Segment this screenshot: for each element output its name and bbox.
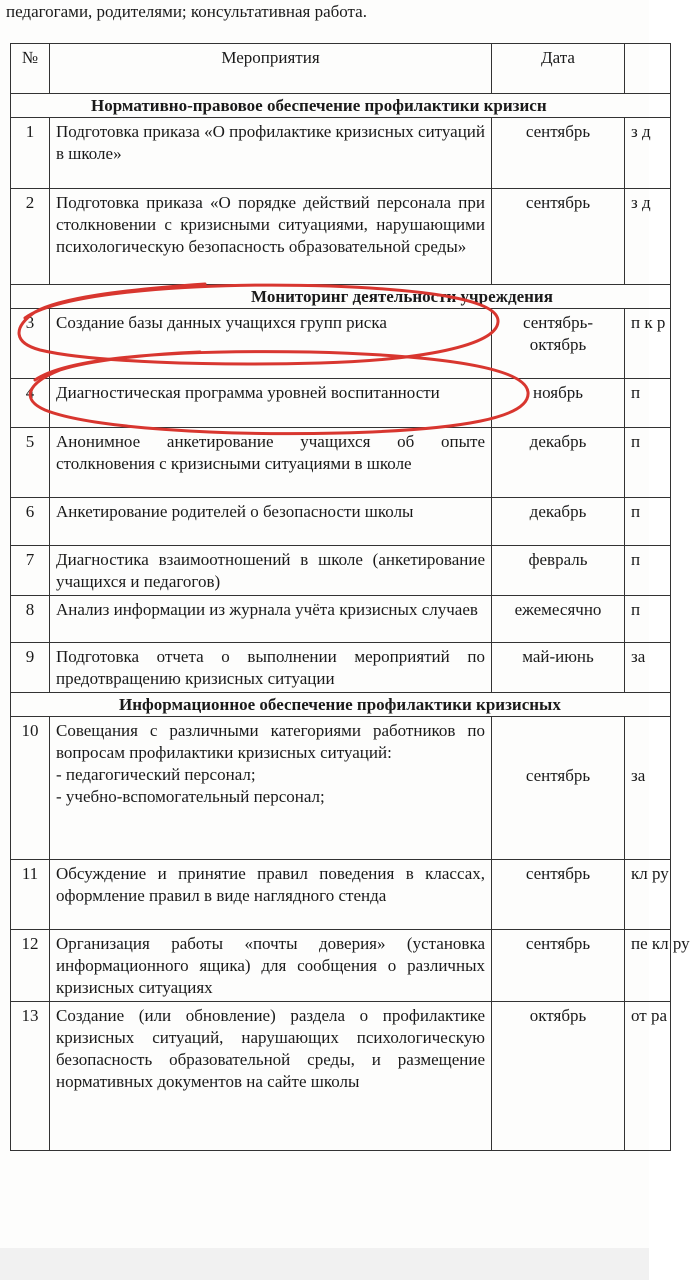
table-row (11, 1002, 671, 1151)
table-row (11, 596, 671, 643)
table-row (11, 428, 671, 498)
row-event (50, 717, 492, 860)
row-event: Подготовка приказа «О порядке действий персонала при столкновении с кризисными ситуациями, нарушающими психологическую безопасность образовательной среды» (50, 189, 492, 285)
table-row (11, 498, 671, 546)
row-date: ежемесячно (492, 596, 625, 643)
row-responsible: п (625, 596, 671, 643)
section-row (11, 94, 671, 118)
row-responsible: за (625, 643, 671, 693)
table-header-row (11, 44, 671, 94)
intro-text: педагогами, родителями; консультативная работа. (6, 2, 367, 21)
row-responsible: п (625, 498, 671, 546)
table-row (11, 717, 671, 860)
bullet-item: - учебно-вспомогательный персонал; (56, 787, 325, 806)
row-number: 12 (11, 930, 50, 1002)
row-number: 11 (11, 860, 50, 930)
events-table (10, 43, 690, 1151)
row-date: декабрь (492, 498, 625, 546)
row-responsible: з д (625, 118, 671, 189)
row-date: сентябрь-октябрь (492, 309, 625, 379)
row-event: Организация работы «почты доверия» (установка информационного ящика) для сообщения о различных кризисных ситуациях (50, 930, 492, 1002)
row-event: Обсуждение и принятие правил поведения в классах, оформление правил в виде наглядного стенда (50, 860, 492, 930)
row-number: 2 (11, 189, 50, 285)
row-number: 13 (11, 1002, 50, 1151)
row-event: Подготовка отчета о выполнении мероприятий по предотвращению кризисных ситуации (50, 643, 492, 693)
row-event: Анализ информации из журнала учёта кризисных случаев (50, 596, 492, 643)
row-responsible: з д (625, 189, 671, 285)
row-number: 8 (11, 596, 50, 643)
row-number: 7 (11, 546, 50, 596)
row-event: Подготовка приказа «О профилактике кризисных ситуаций в школе» (50, 118, 492, 189)
section-title: Нормативно-правовое обеспечение профилактики кризисн (11, 94, 671, 118)
row-date: декабрь (492, 428, 625, 498)
table-row (11, 643, 671, 693)
row-event: Диагностическая программа уровней воспитанности (50, 379, 492, 428)
row-date: сентябрь (492, 189, 625, 285)
row-responsible: кл ру (625, 860, 671, 930)
table-row (11, 930, 671, 1002)
section-title: Информационное обеспечение профилактики кризисных (11, 693, 671, 717)
row-date: февраль (492, 546, 625, 596)
row-date: октябрь (492, 1002, 625, 1151)
table-row (11, 309, 671, 379)
table-row (11, 379, 671, 428)
table-row (11, 189, 671, 285)
bullet-item: - педагогический персонал; (56, 765, 256, 784)
section-row (11, 693, 671, 717)
row-responsible: п (625, 379, 671, 428)
row-number: 10 (11, 717, 50, 860)
row-number: 1 (11, 118, 50, 189)
table-row (11, 118, 671, 189)
row-responsible: п (625, 428, 671, 498)
row-responsible: от ра (625, 1002, 671, 1151)
row-responsible: п к р (625, 309, 671, 379)
header-date: Дата (492, 44, 625, 94)
page-bottom-margin (0, 1248, 649, 1280)
header-num: № (11, 44, 50, 94)
row-number: 5 (11, 428, 50, 498)
row-event: Анонимное анкетирование учащихся об опыте столкновения с кризисными ситуациями в школе (50, 428, 492, 498)
row-number: 9 (11, 643, 50, 693)
row-responsible: пе кл ру (625, 930, 671, 1002)
row-date: сентябрь (492, 860, 625, 930)
row-event: Диагностика взаимоотношений в школе (анкетирование учащихся и педагогов) (50, 546, 492, 596)
header-event: Мероприятия (50, 44, 492, 94)
row-date: сентябрь (492, 118, 625, 189)
table-row (11, 860, 671, 930)
row-number: 3 (11, 309, 50, 379)
row-date: сентябрь (492, 717, 625, 860)
row-event: Создание (или обновление) раздела о профилактике кризисных ситуаций, нарушающих психологическую безопасность образовательной среды, и размещение нормативных документов на сайте школы (50, 1002, 492, 1151)
section-row (11, 285, 671, 309)
row-date: сентябрь (492, 930, 625, 1002)
row-responsible: за (625, 717, 671, 860)
row-date: ноябрь (492, 379, 625, 428)
row-event: Создание базы данных учащихся групп риска (50, 309, 492, 379)
header-responsible (625, 44, 671, 94)
table-row (11, 546, 671, 596)
row-date: май-июнь (492, 643, 625, 693)
row-event-text: Совещания с различными категориями работников по вопросам профилактики кризисных ситуаций: (56, 721, 485, 762)
row-number: 6 (11, 498, 50, 546)
row-number: 4 (11, 379, 50, 428)
row-event: Анкетирование родителей о безопасности школы (50, 498, 492, 546)
row-responsible: п (625, 546, 671, 596)
section-title: Мониторинг деятельности учреждения (11, 285, 671, 309)
